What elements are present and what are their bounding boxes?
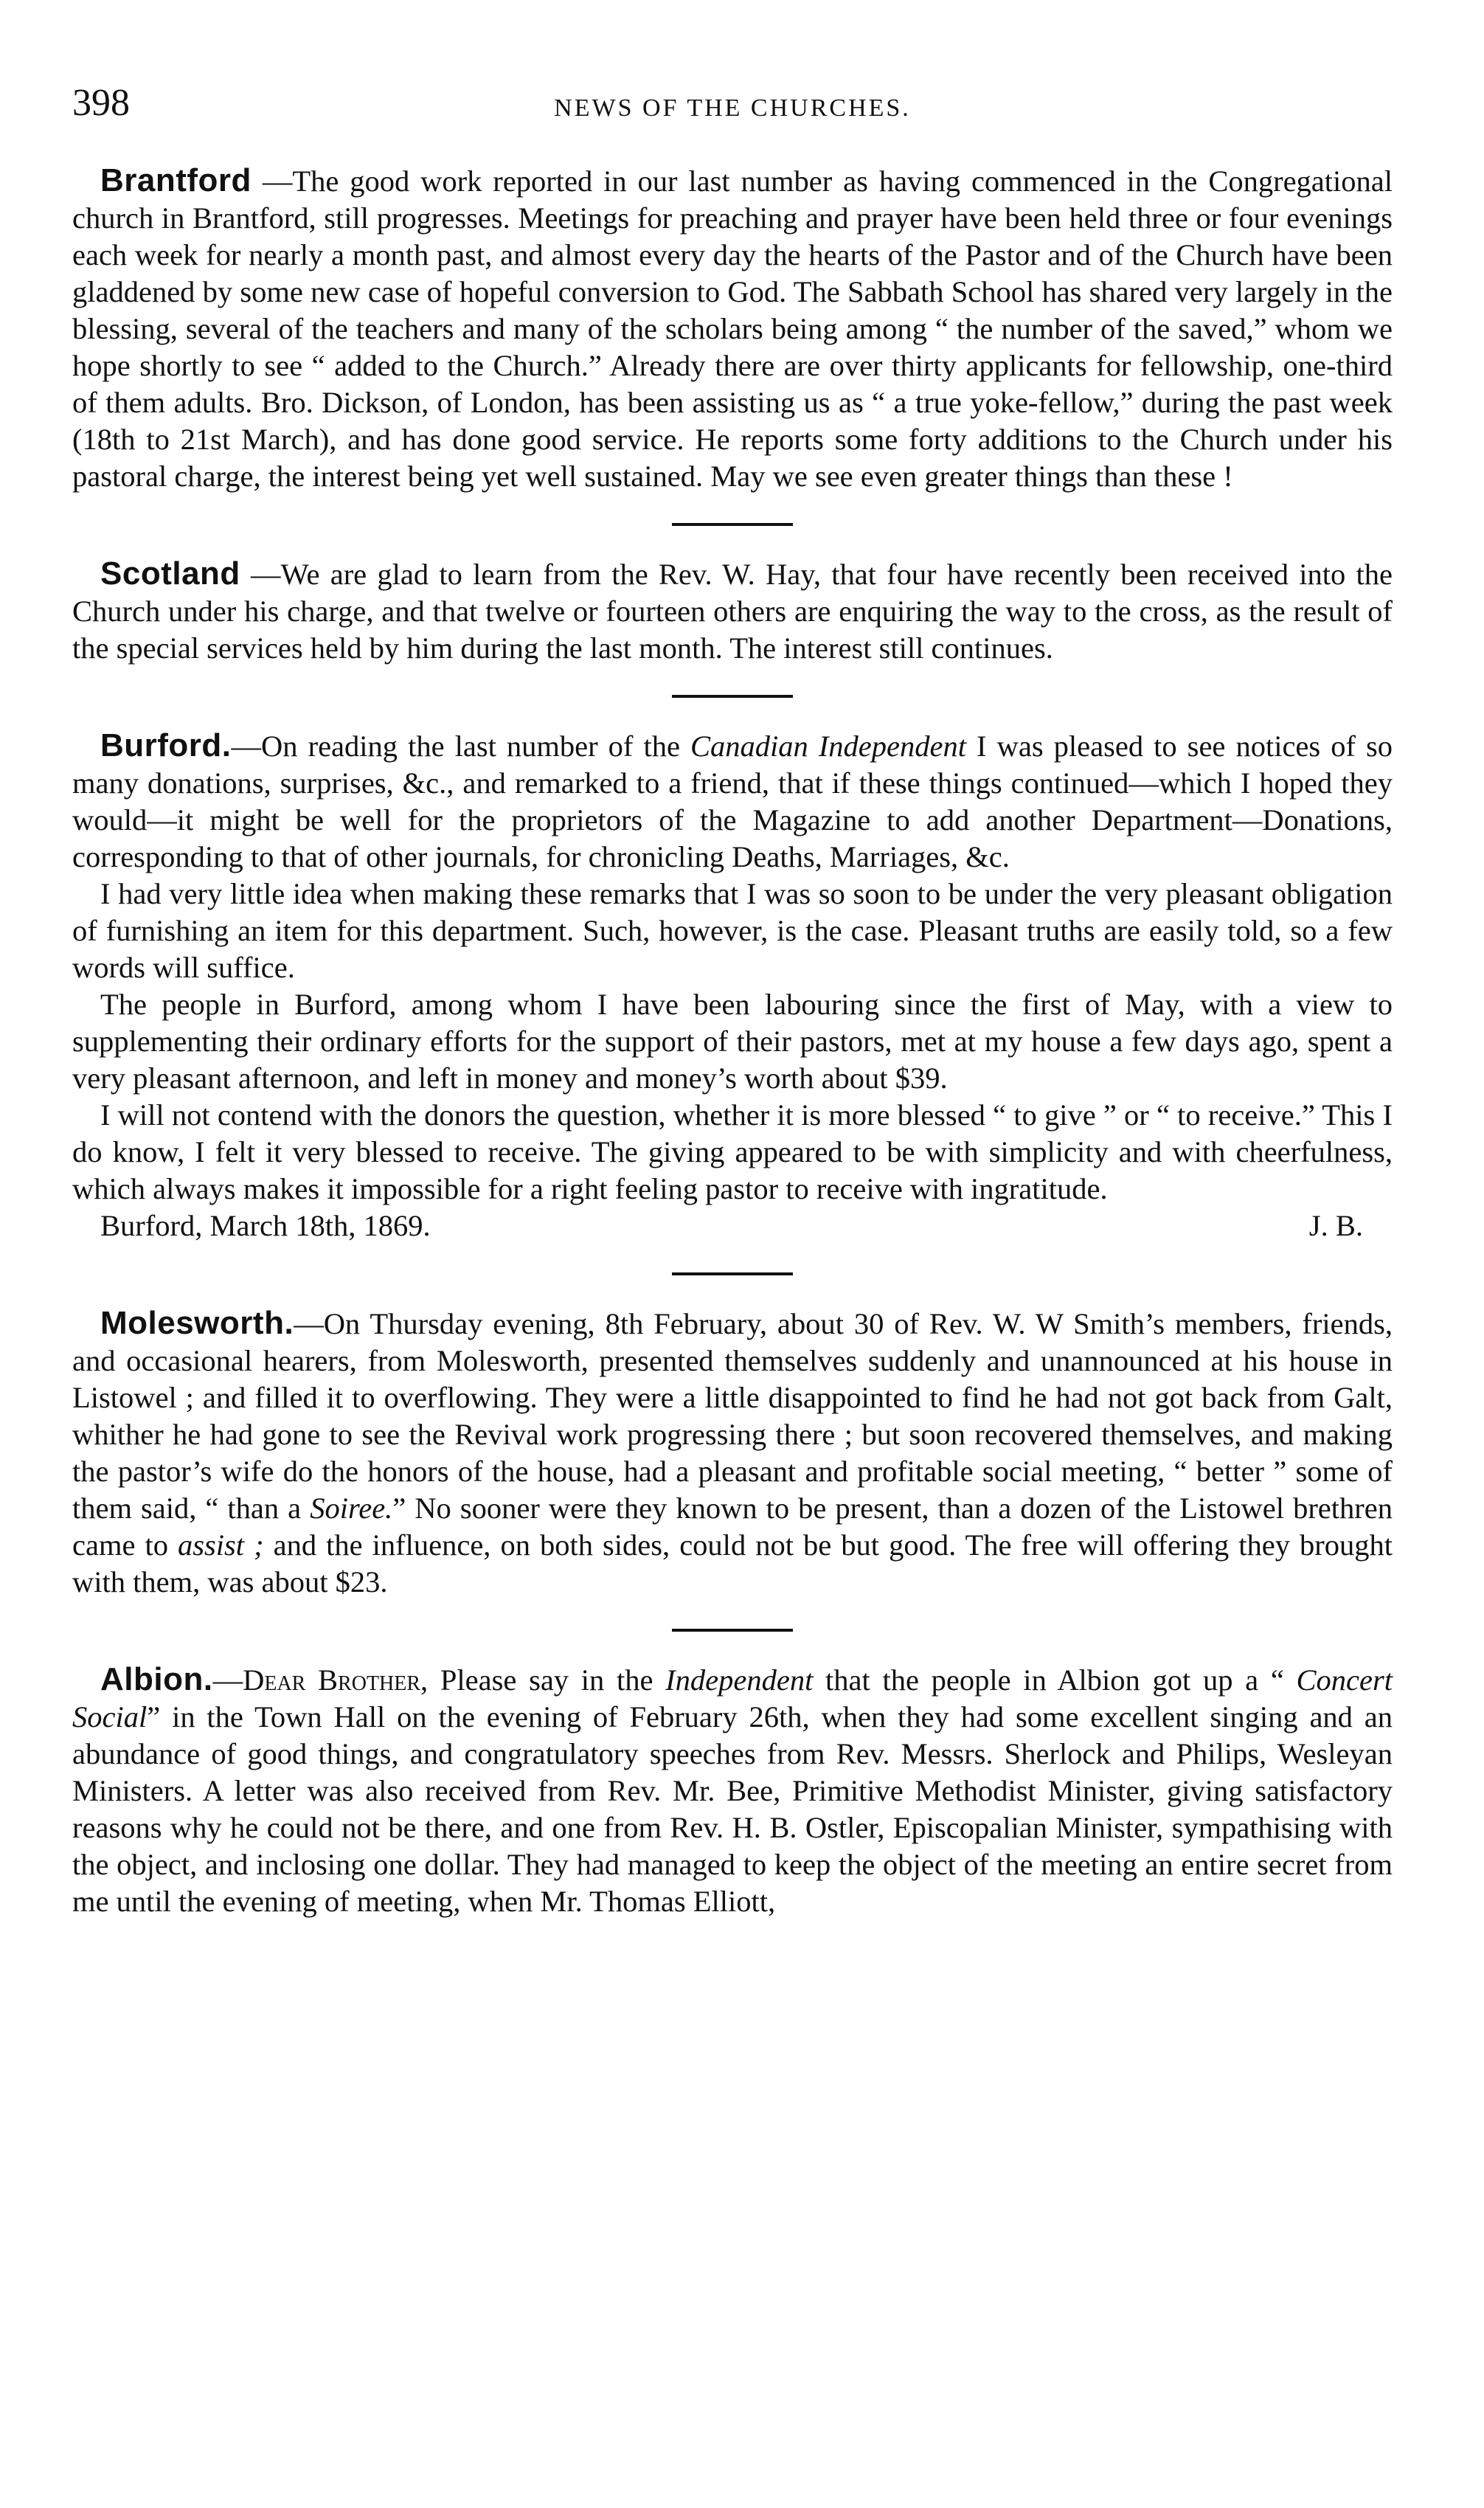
article-burford [72, 727, 1393, 1244]
place-heading: Molesworth. [100, 1305, 294, 1341]
place-heading: Brantford [100, 162, 252, 198]
article-text: that the people in Albion got up a “ [813, 1663, 1297, 1697]
page-number: 398 [72, 82, 130, 124]
emphasis-text: assist ; [178, 1528, 264, 1562]
page-header [72, 81, 1393, 133]
article-paragraph [72, 727, 1393, 876]
article-brantford [72, 162, 1393, 495]
section-divider [672, 1272, 793, 1275]
article-text: — [212, 1663, 243, 1697]
section-divider [672, 1629, 793, 1632]
printed-page [72, 81, 1393, 1920]
signoff-line [72, 1208, 1393, 1244]
article-scotland [72, 555, 1393, 667]
article-paragraph: The people in Burford, among whom I have been labouring since the first of May, with a view to supplementing their ordinary efforts for the support of their pastors, met at my house a few days ago, spent a very pleasant afternoon, and left in money and money’s worth about $39. [72, 988, 1393, 1095]
article-text: I was pleased to see notices of so many donations, surprises, &c., and remarked to a friend, that if these things continued—which I hoped they would—it might be well for the proprietors of the Magazine to add another Department—Donations, corresponding to that of other journals, for chronicling Deaths, Marriages, &c. [72, 730, 1393, 873]
article-paragraph [72, 162, 1393, 495]
salutation: Dear Brother, [243, 1663, 429, 1697]
article-paragraph [72, 555, 1393, 667]
article-paragraph [72, 1305, 1393, 1601]
section-divider [672, 523, 793, 526]
article-text: —We are glad to learn from the Rev. W. Hay, that four have recently been received into the Church under his charge, and that twelve or fourteen others are enquiring the way to the cross, as the result of the special services held by him during the last month. The interest still continues. [72, 558, 1393, 665]
article-text: Please say in the [428, 1663, 666, 1697]
emphasis-text: Soiree. [310, 1492, 393, 1525]
running-title: NEWS OF THE CHURCHES. [554, 94, 911, 122]
author-initials: J. B. [1308, 1209, 1363, 1242]
article-text: and the influence, on both sides, could not be but good. The free will offering they brought with them, was about $23. [72, 1528, 1393, 1598]
place-heading: Burford. [100, 727, 232, 763]
article-paragraph: I will not contend with the donors the question, whether it is more blessed “ to give ” or “ to receive.” This I do know, I felt it very blessed to receive. The giving appeared to be with simplicity and with cheerfulness, which always makes it impossible for a right feeling pastor to receive with ingratitude. [72, 1098, 1393, 1205]
article-molesworth [72, 1305, 1393, 1601]
article-text: ” No sooner were they known to be present, than a dozen of the Listowel brethren came to [72, 1492, 1393, 1562]
article-paragraph: I had very little idea when making these remarks that I was so soon to be under the very pleasant obligation of furnishing an item for this department. Such, however, is the case. Pleasant truths are easily told, so a few words will suffice. [72, 877, 1393, 984]
publication-title: Independent [665, 1663, 814, 1697]
emphasis-text: Concert Social [72, 1663, 1393, 1733]
section-divider [672, 695, 793, 698]
article-text: —On reading the last number of the [231, 730, 690, 763]
article-text: —On Thursday evening, 8th February, about 30 of Rev. W. W Smith’s members, friends, and occasional hearers, from Molesworth, presented themselves suddenly and unannounced at his house in Listowel ; and filled it to overflowing. They were a little disappointed to find he had not got back from Galt, whither he had gone to see the Revival work progressing there ; but soon recovered themselves, and making the pastor’s wife do the honors of the house, had a pleasant and profitable social meeting, “ better ” some of them said, “ than a [72, 1307, 1393, 1525]
article-text: ” in the Town Hall on the evening of February 26th, when they had some excellent singing and an abundance of good things, and congratulatory speeches from Rev. Messrs. Sherlock and Philips, Wesleyan Ministers. A letter was also received from Rev. Mr. Bee, Primitive Methodist Minister, giving satisfactory reasons why he could not be there, and one from Rev. H. B. Ostler, Episcopalian Minister, sympathising with the object, and inclosing one dollar. They had managed to keep the object of the meeting an entire secret from me until the evening of meeting, when Mr. Thomas Elliott, [72, 1700, 1393, 1918]
article-text: —The good work reported in our last number as having commenced in the Congregational church in Brantford, still progresses. Meetings for preaching and prayer have been held three or four evenings each week for nearly a month past, and almost every day the hearts of the Pastor and of the Church have been gladdened by some new case of hopeful conversion to God. The Sabbath School has shared very largely in the blessing, several of the teachers and many of the scholars being among “ the number of the saved,” whom we hope shortly to see “ added to the Church.” Already there are over thirty applicants for fellowship, one-third of them adults. Bro. Dickson, of London, has been assisting us as “ a true yoke-fellow,” during the past week (18th to 21st March), and has done good service. He reports some forty additions to the Church under his pastoral charge, the interest being yet well sustained. May we see even greater things than these ! [72, 164, 1393, 493]
article-albion [72, 1661, 1393, 1920]
publication-title: Canadian Independent [690, 730, 966, 763]
article-paragraph [72, 1661, 1393, 1920]
dateline: Burford, March 18th, 1869. [100, 1209, 431, 1242]
place-heading: Scotland [100, 555, 240, 592]
place-heading: Albion. [100, 1661, 213, 1697]
